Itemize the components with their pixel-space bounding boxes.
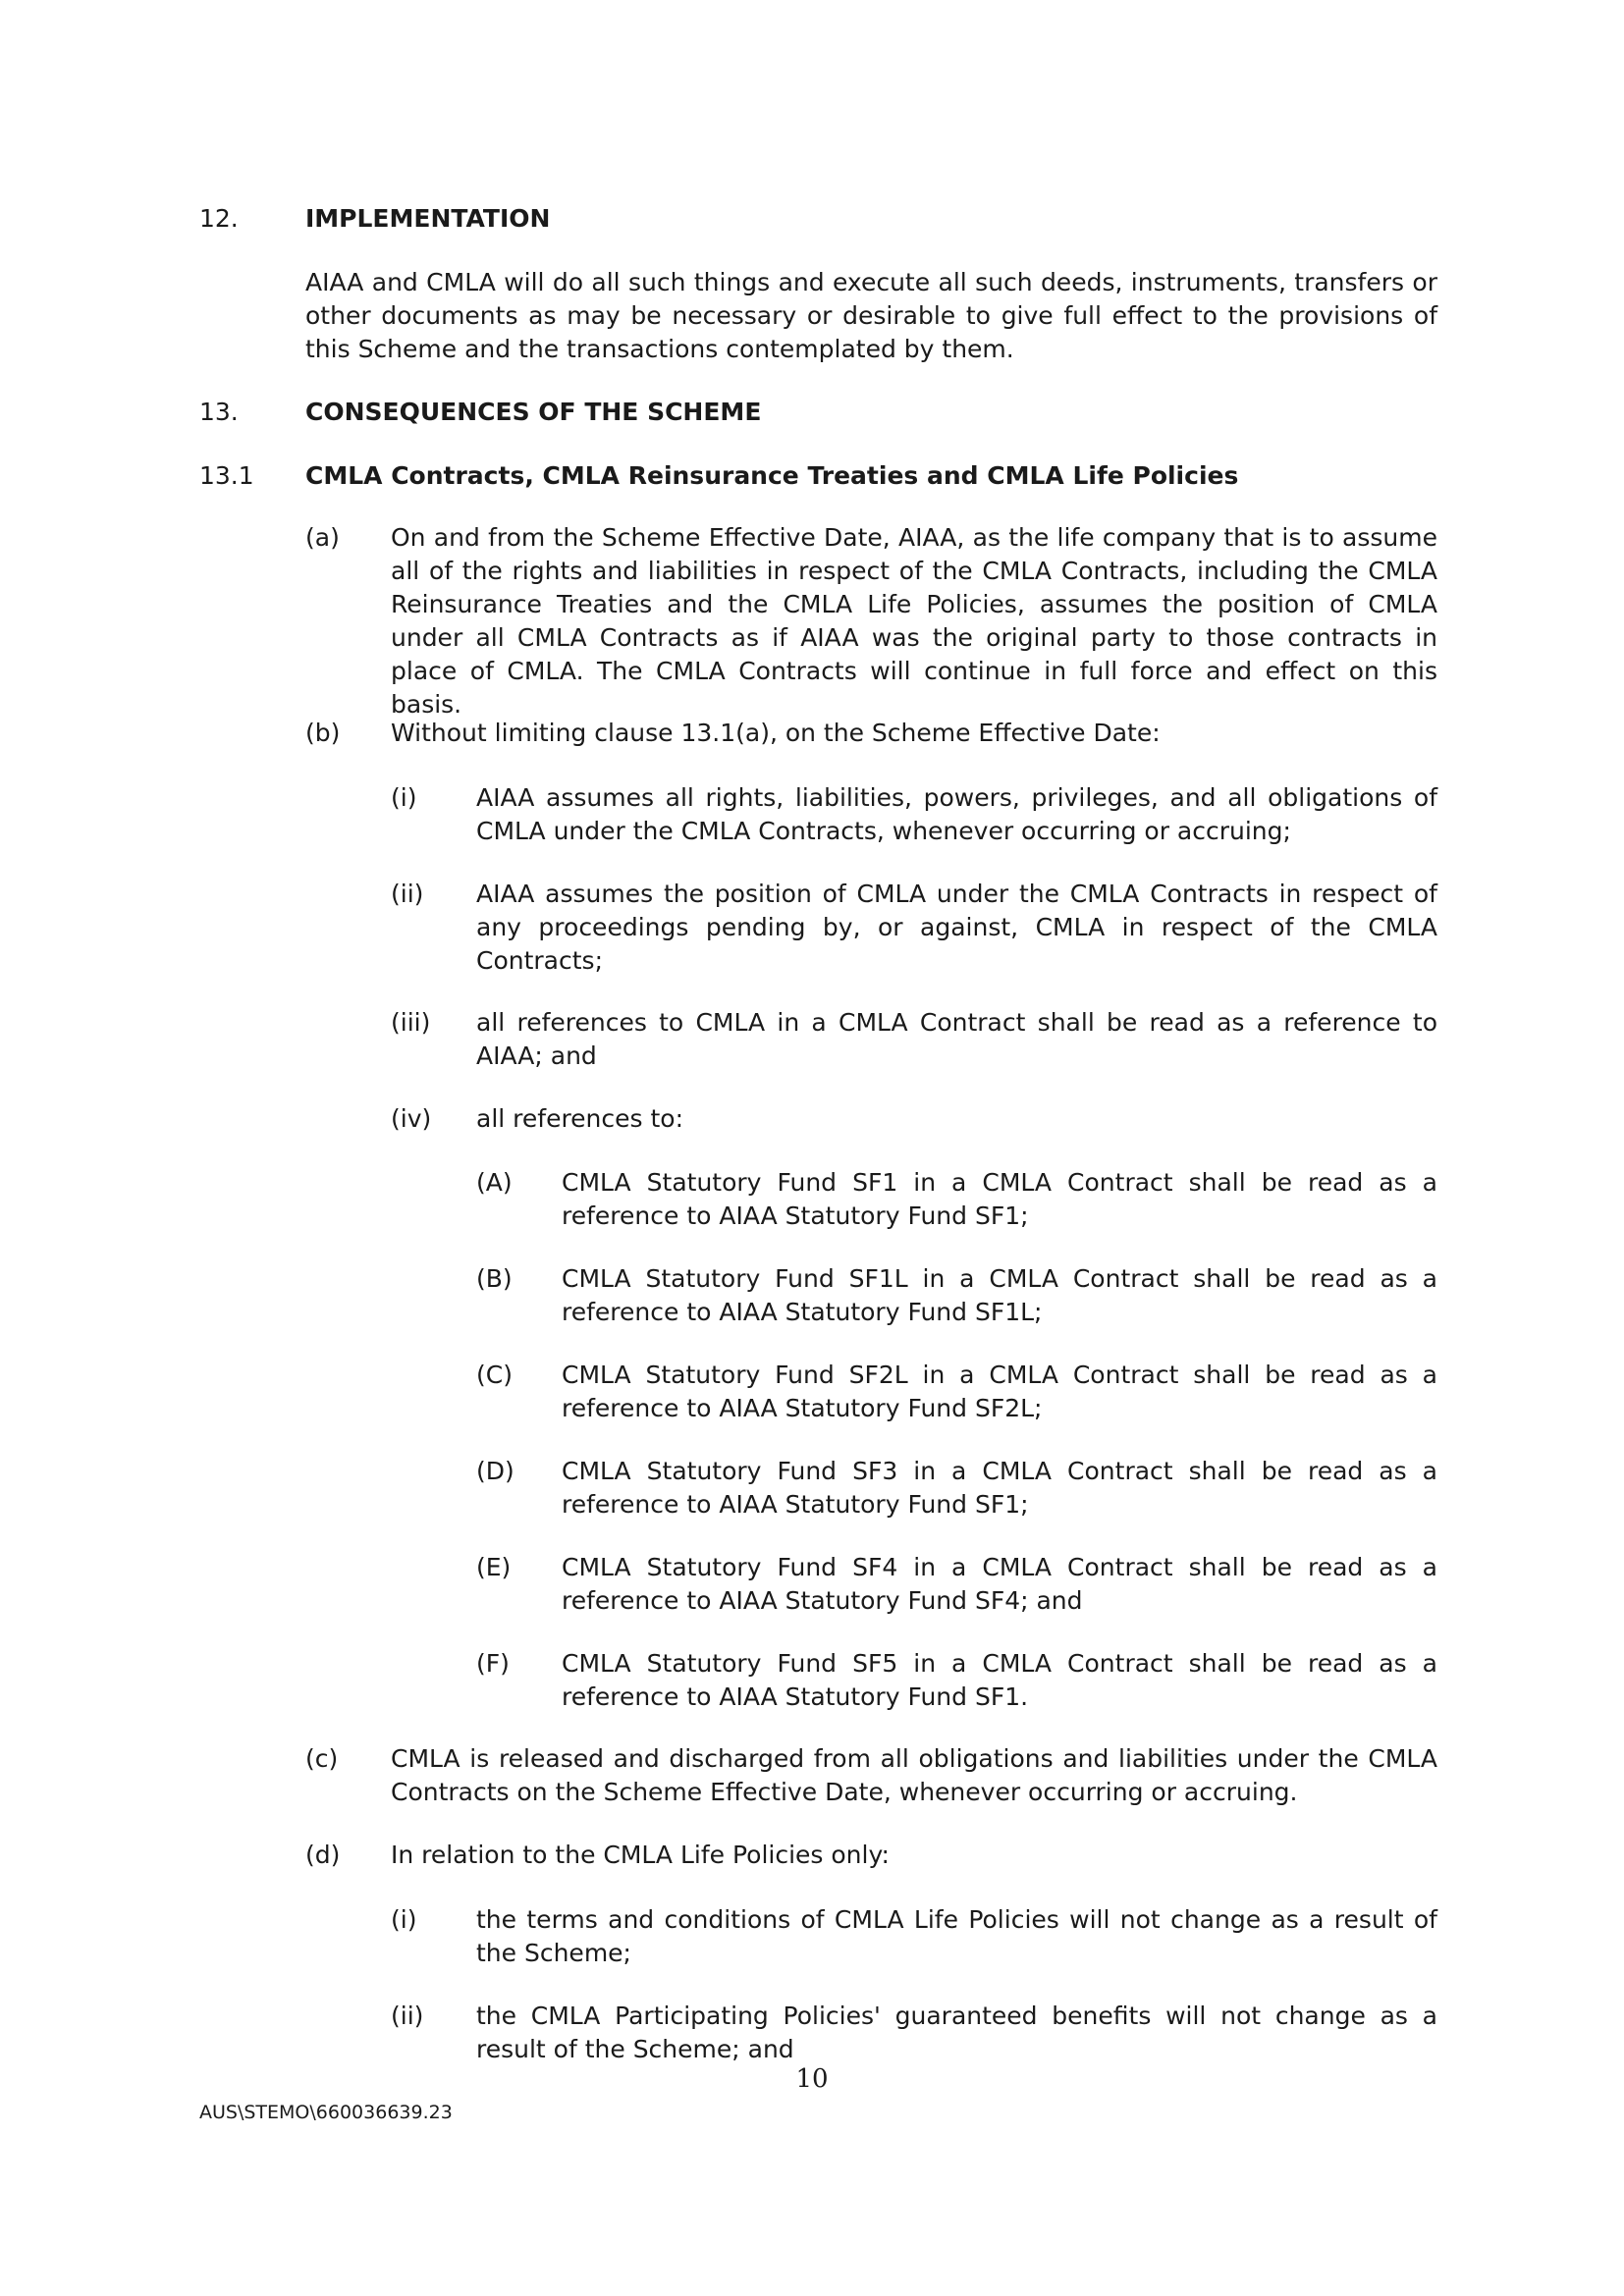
document-reference: AUS\STEMO\660036639.23	[199, 2102, 453, 2123]
section-13-1-number: 13.1	[199, 461, 254, 490]
section-12-number: 12.	[199, 204, 239, 233]
clause-d-i-label: (i)	[391, 1905, 417, 1934]
clause-b-ii-text: AIAA assumes the position of CMLA under the CMLA Contracts in respect of any proceedings pending by, or against, CMLA in respect of the CMLA Contracts;	[476, 880, 1437, 975]
section-13-1-title: CMLA Contracts, CMLA Reinsurance Treaties and CMLA Life Policies	[305, 461, 1239, 490]
clause-d-ii-text: the CMLA Participating Policies' guaranteed benefits will not change as a result of the Scheme; and	[476, 2002, 1437, 2063]
clause-b-iv-B-label: (B)	[476, 1264, 513, 1293]
section-13-number: 13.	[199, 398, 239, 426]
clause-c-text: CMLA is released and discharged from all obligations and liabilities under the CMLA Contracts on the Scheme Effective Date, whenever occurring or accruing.	[391, 1744, 1437, 1806]
clause-d-label: (d)	[305, 1841, 341, 1869]
clause-a-label: (a)	[305, 523, 340, 552]
clause-b-iv-label: (iv)	[391, 1104, 432, 1133]
clause-b-ii-label: (ii)	[391, 880, 424, 908]
clause-d-text: In relation to the CMLA Life Policies only:	[391, 1841, 890, 1869]
clause-c-label: (c)	[305, 1744, 339, 1773]
clause-b-label: (b)	[305, 719, 341, 747]
clause-b-i-label: (i)	[391, 783, 417, 812]
clause-b-iv-text: all references to:	[476, 1104, 684, 1133]
clause-b-iv-D-text: CMLA Statutory Fund SF3 in a CMLA Contract shall be read as a reference to AIAA Statutory Fund SF1;	[562, 1457, 1437, 1519]
clause-b-iii-text: all references to CMLA in a CMLA Contract shall be read as a reference to AIAA; and	[476, 1008, 1437, 1070]
clause-b-iv-D-label: (D)	[476, 1457, 514, 1485]
clause-b-iv-A-text: CMLA Statutory Fund SF1 in a CMLA Contract shall be read as a reference to AIAA Statutory Fund SF1;	[562, 1168, 1437, 1230]
clause-b-iv-A-label: (A)	[476, 1168, 513, 1197]
section-12-body: AIAA and CMLA will do all such things and execute all such deeds, instruments, transfers or other documents as may be necessary or desirable to give full effect to the provisions of this Scheme and the transactions contemplated by them.	[305, 268, 1437, 363]
clause-d-i-text: the terms and conditions of CMLA Life Policies will not change as a result of the Scheme;	[476, 1905, 1437, 1967]
clause-b-iv-E-text: CMLA Statutory Fund SF4 in a CMLA Contract shall be read as a reference to AIAA Statutory Fund SF4; and	[562, 1553, 1437, 1615]
clause-b-iv-F-label: (F)	[476, 1649, 510, 1678]
clause-b-iv-F-text: CMLA Statutory Fund SF5 in a CMLA Contract shall be read as a reference to AIAA Statutory Fund SF1.	[562, 1649, 1437, 1711]
clause-b-i-text: AIAA assumes all rights, liabilities, powers, privileges, and all obligations of CMLA under the CMLA Contracts, whenever occurring or accruing;	[476, 783, 1437, 845]
clause-b-iv-C-label: (C)	[476, 1361, 513, 1389]
clause-d-ii-label: (ii)	[391, 2002, 424, 2030]
section-13-title: CONSEQUENCES OF THE SCHEME	[305, 398, 762, 426]
clause-a-text: On and from the Scheme Effective Date, AIAA, as the life company that is to assume all of the rights and liabilities in respect of the CMLA Contracts, including the CMLA Reinsurance Treaties and the CMLA Life Policies, assumes the position of CMLA under all CMLA Contracts as if AIAA was the original party to those contracts in place of CMLA. The CMLA Contracts will continue in full force and effect on this basis.	[391, 523, 1437, 719]
clause-b-text: Without limiting clause 13.1(a), on the Scheme Effective Date:	[391, 719, 1161, 747]
clause-b-iii-label: (iii)	[391, 1008, 431, 1037]
page-number: 10	[795, 2064, 829, 2094]
clause-b-iv-C-text: CMLA Statutory Fund SF2L in a CMLA Contract shall be read as a reference to AIAA Statutory Fund SF2L;	[562, 1361, 1437, 1422]
section-12-title: IMPLEMENTATION	[305, 204, 551, 233]
clause-b-iv-B-text: CMLA Statutory Fund SF1L in a CMLA Contract shall be read as a reference to AIAA Statutory Fund SF1L;	[562, 1264, 1437, 1326]
clause-b-iv-E-label: (E)	[476, 1553, 512, 1581]
